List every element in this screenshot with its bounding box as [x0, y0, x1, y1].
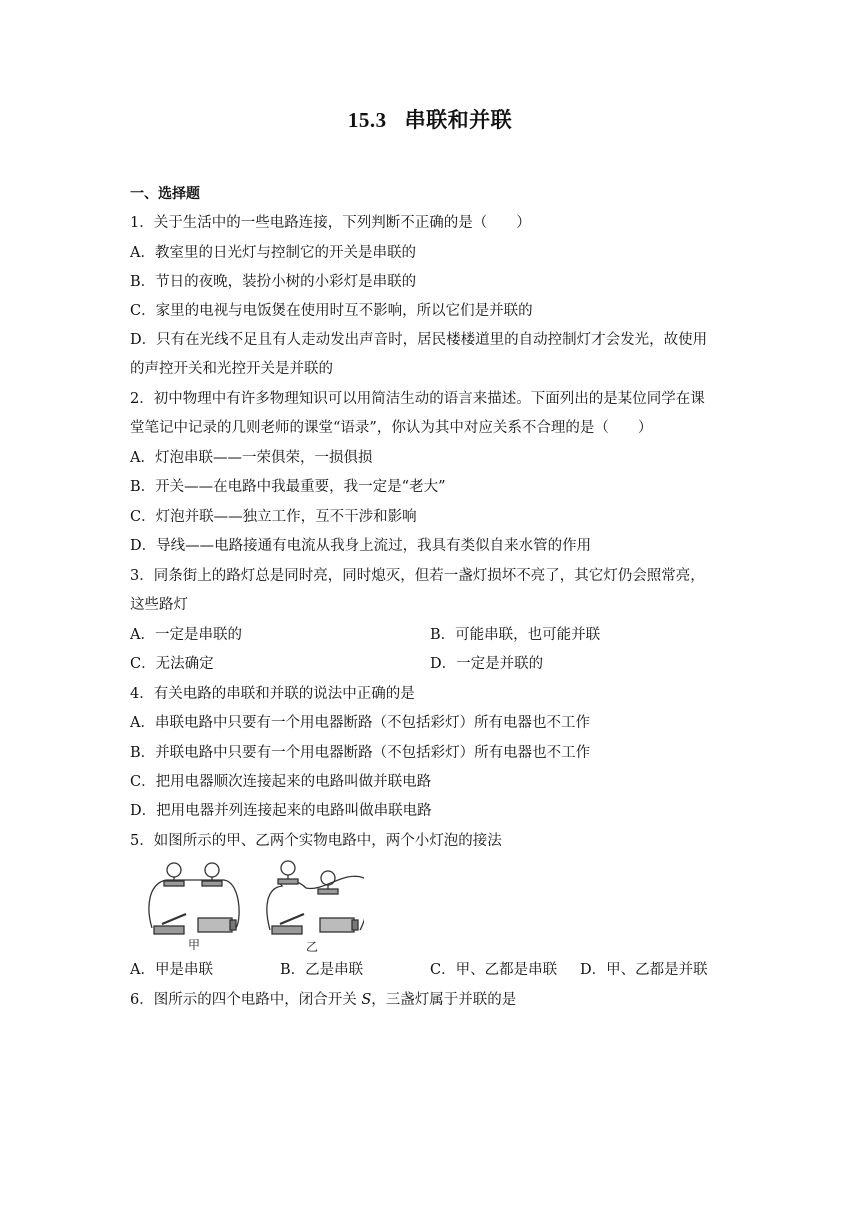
circuit-figure [144, 858, 364, 954]
circuit-yi [267, 861, 364, 934]
question-3-stem-continued: 这些路灯 [130, 597, 188, 613]
switch-variable: S [361, 992, 372, 1008]
question-6-stem [130, 990, 516, 1010]
q4-option-b: B．并联电路中只要有一个用电器断路（不包括彩灯）所有电器也不工作 [130, 745, 591, 761]
q1-option-b: B．节日的夜晚，装扮小树的小彩灯是串联的 [130, 274, 417, 290]
title-number: 15.3 [347, 108, 387, 132]
title-text: 串联和并联 [404, 107, 513, 132]
q1-option-a: A．教室里的日光灯与控制它的开关是串联的 [130, 245, 416, 261]
q1-option-c: C．家里的电视与电饭煲在使用时互不影响，所以它们是并联的 [130, 303, 533, 319]
q5-option-a: A．甲是串联 [130, 962, 213, 978]
q3-option-b: B．可能串联，也可能并联 [430, 627, 601, 643]
q5-option-d: D．甲、乙都是并联 [580, 962, 708, 978]
q4-option-c: C．把用电器顺次连接起来的电路叫做并联电路 [130, 774, 432, 790]
question-5-stem: 5．如图所示的甲、乙两个实物电路中，两个小灯泡的接法 [130, 833, 502, 849]
question-1-stem: 1．关于生活中的一些电路连接，下列判断不正确的是（ ） [130, 215, 531, 231]
question-2-stem: 2．初中物理中有许多物理知识可以用简洁生动的语言来描述。下面列出的是某位同学在课 [130, 391, 705, 407]
q5-option-c: C．甲、乙都是串联 [430, 962, 558, 978]
question-6-stem-end: ，三盏灯属于并联的是 [371, 992, 517, 1008]
circuit-diagram [144, 858, 364, 954]
page-title [0, 104, 860, 134]
figure-label-jia: 甲 [188, 938, 201, 952]
q4-option-a: A．串联电路中只要有一个用电器断路（不包括彩灯）所有电器也不工作 [130, 715, 590, 731]
q3-option-d: D．一定是并联的 [430, 656, 544, 672]
q5-option-b: B．乙是串联 [280, 962, 364, 978]
q1-option-d: D．只有在光线不足且有人走动发出声音时，居民楼楼道里的自动控制灯才会发光，故使用 [130, 332, 708, 348]
q2-option-d: D．导线——电路接通有电流从我身上流过，我具有类似自来水管的作用 [130, 538, 592, 554]
q2-option-c: C．灯泡并联——独立工作，互不干涉和影响 [130, 509, 417, 525]
q2-option-a: A．灯泡串联——一荣俱荣，一损俱损 [130, 450, 373, 466]
q1-option-d-continued: 的声控开关和光控开关是并联的 [130, 361, 333, 377]
section-heading: 一、选择题 [130, 186, 200, 202]
q2-option-b: B．开关——在电路中我最重要，我一定是“老大” [130, 479, 446, 495]
circuit-jia [149, 863, 239, 934]
figure-label-yi: 乙 [306, 940, 319, 954]
question-4-stem: 4．有关电路的串联和并联的说法中正确的是 [130, 686, 415, 702]
question-6-stem-start: 6．图所示的四个电路中，闭合开关 [130, 992, 362, 1008]
question-2-stem-continued: 堂笔记中记录的几则老师的课堂“语录”，你认为其中对应关系不合理的是（ ） [130, 420, 653, 436]
q3-option-a: A．一定是串联的 [130, 627, 242, 643]
q3-option-c: C．无法确定 [130, 656, 214, 672]
q4-option-d: D．把用电器并列连接起来的电路叫做串联电路 [130, 803, 432, 819]
question-3-stem: 3．同条街上的路灯总是同时亮，同时熄灭，但若一盏灯损坏不亮了，其它灯仍会照常亮， [130, 568, 705, 584]
